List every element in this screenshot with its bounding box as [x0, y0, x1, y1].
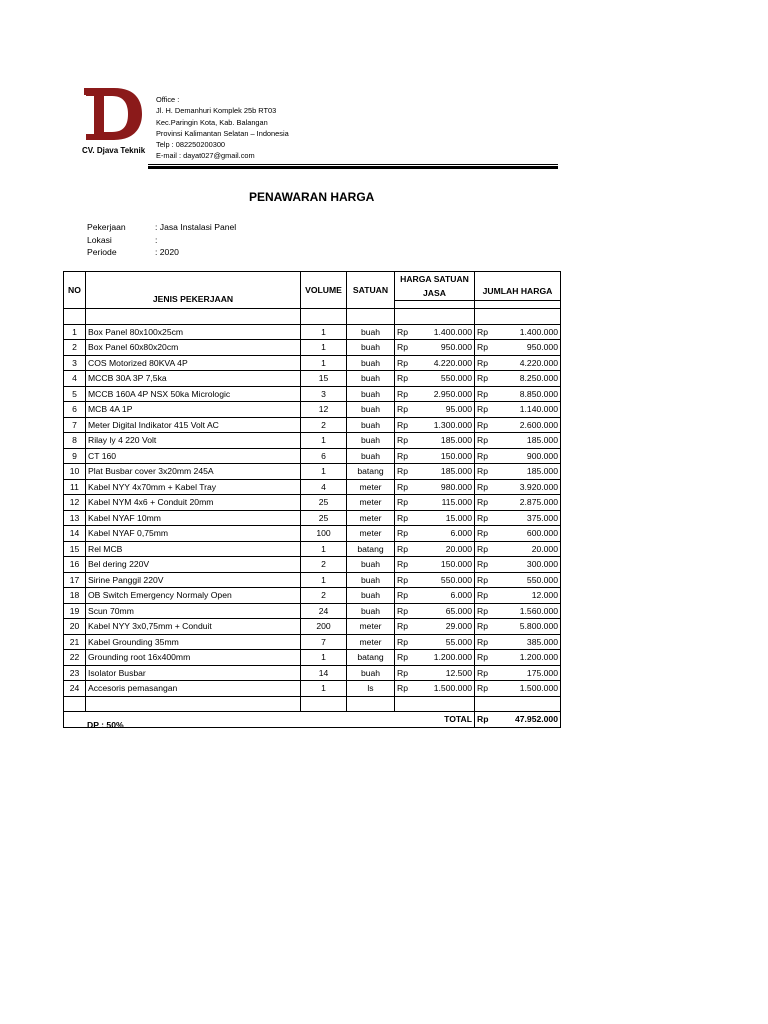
row-unit: buah: [347, 371, 395, 387]
row-volume: 25: [301, 495, 347, 511]
header-job: JENIS PEKERJAAN: [86, 272, 301, 309]
meta-value: :: [155, 234, 158, 245]
row-job: Accesoris pemasangan: [86, 681, 301, 697]
row-volume: 7: [301, 634, 347, 650]
spacer-cell: [64, 696, 86, 712]
row-total: 900.000: [496, 448, 561, 464]
row-total: 8.250.000: [496, 371, 561, 387]
row-volume: 4: [301, 479, 347, 495]
row-no: 2: [64, 340, 86, 356]
row-no: 24: [64, 681, 86, 697]
row-total: 20.000: [496, 541, 561, 557]
table-row: [64, 510, 561, 526]
row-job: MCB 4A 1P: [86, 402, 301, 418]
row-total: 175.000: [496, 665, 561, 681]
row-job: Rel MCB: [86, 541, 301, 557]
row-no: 4: [64, 371, 86, 387]
row-volume: 1: [301, 355, 347, 371]
spacer-cell: [301, 309, 347, 325]
row-total: 185.000: [496, 433, 561, 449]
row-price-currency: Rp: [395, 324, 417, 340]
row-unit: batang: [347, 464, 395, 480]
table-body: [64, 309, 561, 697]
row-total: 8.850.000: [496, 386, 561, 402]
row-total: 3.920.000: [496, 479, 561, 495]
row-volume: 6: [301, 448, 347, 464]
spacer-cell: [496, 696, 561, 712]
row-unit: buah: [347, 340, 395, 356]
row-price-currency: Rp: [395, 557, 417, 573]
row-no: 20: [64, 619, 86, 635]
row-total: 185.000: [496, 464, 561, 480]
row-job: Sirine Panggil 220V: [86, 572, 301, 588]
row-no: 23: [64, 665, 86, 681]
row-price: 185.000: [416, 433, 475, 449]
row-price-currency: Rp: [395, 448, 417, 464]
row-total: 550.000: [496, 572, 561, 588]
row-price-currency: Rp: [395, 526, 417, 542]
row-volume: 2: [301, 417, 347, 433]
table-row: [64, 417, 561, 433]
row-volume: 1: [301, 572, 347, 588]
row-price: 65.000: [416, 603, 475, 619]
row-price-currency: Rp: [395, 386, 417, 402]
row-price: 1.300.000: [416, 417, 475, 433]
row-total-currency: Rp: [475, 510, 497, 526]
row-total-currency: Rp: [475, 386, 497, 402]
row-unit: buah: [347, 572, 395, 588]
spacer-cell: [86, 696, 301, 712]
table-row: [64, 433, 561, 449]
spacer-row: [64, 309, 561, 325]
row-volume: 1: [301, 324, 347, 340]
row-price: 550.000: [416, 572, 475, 588]
row-job: Plat Busbar cover 3x20mm 245A: [86, 464, 301, 480]
table-row: [64, 619, 561, 635]
row-no: 10: [64, 464, 86, 480]
table-row: [64, 650, 561, 666]
table-row: [64, 324, 561, 340]
row-no: 6: [64, 402, 86, 418]
table-row: [64, 665, 561, 681]
meta-row-lokasi: [87, 234, 236, 247]
row-total-currency: Rp: [475, 448, 497, 464]
row-unit: meter: [347, 619, 395, 635]
row-volume: 2: [301, 557, 347, 573]
table-row: [64, 572, 561, 588]
row-total-currency: Rp: [475, 526, 497, 542]
row-price-currency: Rp: [395, 479, 417, 495]
row-volume: 24: [301, 603, 347, 619]
row-unit: meter: [347, 526, 395, 542]
header-rule-thick: [148, 166, 558, 169]
row-total: 385.000: [496, 634, 561, 650]
row-price: 550.000: [416, 371, 475, 387]
row-volume: 14: [301, 665, 347, 681]
row-total-currency: Rp: [475, 619, 497, 635]
row-job: OB Switch Emergency Normaly Open: [86, 588, 301, 604]
company-name: CV. Djava Teknik: [82, 146, 146, 155]
header-unit-price-line1: HARGA SATUAN: [400, 274, 469, 284]
row-unit: meter: [347, 510, 395, 526]
row-unit: buah: [347, 665, 395, 681]
row-unit: batang: [347, 541, 395, 557]
row-price-currency: Rp: [395, 340, 417, 356]
header-unit-price: [395, 272, 475, 301]
row-volume: 1: [301, 541, 347, 557]
row-price-currency: Rp: [395, 495, 417, 511]
row-unit: meter: [347, 479, 395, 495]
row-no: 7: [64, 417, 86, 433]
table-row: [64, 386, 561, 402]
row-no: 18: [64, 588, 86, 604]
row-unit: buah: [347, 603, 395, 619]
row-total: 1.200.000: [496, 650, 561, 666]
row-price-currency: Rp: [395, 541, 417, 557]
row-no: 1: [64, 324, 86, 340]
row-job: Kabel NYY 4x70mm + Kabel Tray: [86, 479, 301, 495]
document-title: PENAWARAN HARGA: [249, 190, 375, 204]
meta-row-pekerjaan: [87, 221, 236, 234]
office-line: Provinsi Kalimantan Selatan – Indonesia: [156, 128, 289, 138]
spacer-cell: [301, 696, 347, 712]
row-no: 11: [64, 479, 86, 495]
meta-row-periode: [87, 246, 236, 259]
row-no: 17: [64, 572, 86, 588]
table-row: [64, 479, 561, 495]
row-job: Kabel Grounding 35mm: [86, 634, 301, 650]
row-no: 19: [64, 603, 86, 619]
row-price: 150.000: [416, 557, 475, 573]
row-job: Rilay ly 4 220 Volt: [86, 433, 301, 449]
row-price: 55.000: [416, 634, 475, 650]
row-volume: 3: [301, 386, 347, 402]
row-job: COS Motorized 80KVA 4P: [86, 355, 301, 371]
spacer-cell: [475, 309, 497, 325]
header-total-price: JUMLAH HARGA: [475, 272, 561, 301]
row-price-currency: Rp: [395, 464, 417, 480]
row-volume: 1: [301, 433, 347, 449]
row-volume: 1: [301, 340, 347, 356]
row-price: 6.000: [416, 526, 475, 542]
row-price-currency: Rp: [395, 681, 417, 697]
row-price-currency: Rp: [395, 402, 417, 418]
down-payment-note: DP : 50%: [87, 720, 124, 730]
table-row: [64, 541, 561, 557]
row-job: Grounding root 16x400mm: [86, 650, 301, 666]
row-price: 20.000: [416, 541, 475, 557]
row-no: 21: [64, 634, 86, 650]
company-logo: [84, 84, 144, 142]
row-no: 13: [64, 510, 86, 526]
row-total-currency: Rp: [475, 665, 497, 681]
meta-value: : Jasa Instalasi Panel: [155, 222, 237, 232]
row-total: 1.560.000: [496, 603, 561, 619]
row-price-currency: Rp: [395, 417, 417, 433]
row-unit: ls: [347, 681, 395, 697]
row-price: 950.000: [416, 340, 475, 356]
row-job: Kabel NYY 3x0,75mm + Conduit: [86, 619, 301, 635]
row-total-currency: Rp: [475, 340, 497, 356]
office-line: E-mail : dayat027@gmail.com: [156, 151, 255, 161]
row-total: 12.000: [496, 588, 561, 604]
header-volume: VOLUME: [301, 272, 347, 309]
meta-label: Lokasi: [87, 234, 112, 245]
header-spacer: [475, 301, 561, 309]
office-line: Kec.Paringin Kota, Kab. Balangan: [156, 117, 268, 127]
header-no: NO: [64, 272, 86, 309]
row-job: Box Panel 80x100x25cm: [86, 324, 301, 340]
row-price: 6.000: [416, 588, 475, 604]
row-no: 15: [64, 541, 86, 557]
row-price-currency: Rp: [395, 433, 417, 449]
row-total-currency: Rp: [475, 572, 497, 588]
row-job: Bel dering 220V: [86, 557, 301, 573]
row-total-currency: Rp: [475, 433, 497, 449]
row-price-currency: Rp: [395, 510, 417, 526]
row-volume: 2: [301, 588, 347, 604]
row-no: 22: [64, 650, 86, 666]
meta-label: Pekerjaan: [87, 222, 126, 232]
row-total-currency: Rp: [475, 479, 497, 495]
header-spacer: [395, 301, 475, 309]
row-price-currency: Rp: [395, 619, 417, 635]
meta-label: Periode: [87, 247, 117, 257]
table-row: [64, 526, 561, 542]
spacer-cell: [395, 309, 417, 325]
row-job: MCCB 160A 4P NSX 50ka Micrologic: [86, 386, 301, 402]
row-price: 95.000: [416, 402, 475, 418]
spacer-cell: [475, 696, 497, 712]
row-job: Isolator Busbar: [86, 665, 301, 681]
table-row: [64, 402, 561, 418]
row-price-currency: Rp: [395, 650, 417, 666]
row-volume: 25: [301, 510, 347, 526]
row-no: 5: [64, 386, 86, 402]
office-line: Office :: [156, 95, 180, 104]
row-total: 1.400.000: [496, 324, 561, 340]
row-total-currency: Rp: [475, 355, 497, 371]
total-value: 47.952.000: [496, 712, 561, 728]
row-volume: 1: [301, 464, 347, 480]
row-price-currency: Rp: [395, 572, 417, 588]
row-volume: 100: [301, 526, 347, 542]
header-rule-thin: [148, 164, 558, 165]
row-total-currency: Rp: [475, 402, 497, 418]
table-row: [64, 355, 561, 371]
row-price: 115.000: [416, 495, 475, 511]
row-price: 4.220.000: [416, 355, 475, 371]
price-table: [63, 271, 561, 728]
row-total: 2.875.000: [496, 495, 561, 511]
row-job: Scun 70mm: [86, 603, 301, 619]
row-price-currency: Rp: [395, 665, 417, 681]
row-total: 950.000: [496, 340, 561, 356]
row-no: 3: [64, 355, 86, 371]
row-unit: buah: [347, 448, 395, 464]
spacer-cell: [416, 696, 475, 712]
row-price-currency: Rp: [395, 588, 417, 604]
row-price: 150.000: [416, 448, 475, 464]
row-unit: buah: [347, 557, 395, 573]
row-price-currency: Rp: [395, 355, 417, 371]
spacer-cell: [347, 309, 395, 325]
row-price: 2.950.000: [416, 386, 475, 402]
row-no: 16: [64, 557, 86, 573]
office-line: Jl. H. Demanhuri Komplek 25b RT03: [156, 106, 277, 116]
row-unit: buah: [347, 324, 395, 340]
row-price: 1.500.000: [416, 681, 475, 697]
row-total-currency: Rp: [475, 603, 497, 619]
row-volume: 1: [301, 650, 347, 666]
spacer-cell: [86, 309, 301, 325]
row-total-currency: Rp: [475, 557, 497, 573]
table-row: [64, 371, 561, 387]
office-address: [156, 94, 289, 162]
row-job: Kabel NYM 4x6 + Conduit 20mm: [86, 495, 301, 511]
row-total-currency: Rp: [475, 495, 497, 511]
row-job: Box Panel 60x80x20cm: [86, 340, 301, 356]
row-total-currency: Rp: [475, 650, 497, 666]
row-total: 5.800.000: [496, 619, 561, 635]
row-job: MCCB 30A 3P 7,5ka: [86, 371, 301, 387]
table-row: [64, 634, 561, 650]
header-unit-price-line2: JASA: [423, 288, 446, 298]
row-total: 1.500.000: [496, 681, 561, 697]
total-currency: Rp: [475, 712, 497, 728]
row-total: 1.140.000: [496, 402, 561, 418]
total-row: [64, 712, 561, 728]
spacer-cell: [496, 309, 561, 325]
row-price-currency: Rp: [395, 634, 417, 650]
row-volume: 12: [301, 402, 347, 418]
spacer-cell: [416, 309, 475, 325]
row-unit: buah: [347, 355, 395, 371]
document-meta: [87, 221, 236, 259]
row-total-currency: Rp: [475, 588, 497, 604]
table-row: [64, 681, 561, 697]
row-total-currency: Rp: [475, 371, 497, 387]
spacer-cell: [347, 696, 395, 712]
row-price: 12.500: [416, 665, 475, 681]
header-satuan: SATUAN: [347, 272, 395, 309]
row-no: 14: [64, 526, 86, 542]
row-unit: buah: [347, 588, 395, 604]
row-price: 1.200.000: [416, 650, 475, 666]
office-line: Telp : 082250200300: [156, 140, 226, 150]
row-total: 2.600.000: [496, 417, 561, 433]
row-price-currency: Rp: [395, 371, 417, 387]
row-volume: 1: [301, 681, 347, 697]
row-price: 29.000: [416, 619, 475, 635]
row-job: CT 160: [86, 448, 301, 464]
row-unit: buah: [347, 386, 395, 402]
row-price: 1.400.000: [416, 324, 475, 340]
row-job: Kabel NYAF 10mm: [86, 510, 301, 526]
row-job: Kabel NYAF 0,75mm: [86, 526, 301, 542]
row-unit: meter: [347, 495, 395, 511]
row-volume: 200: [301, 619, 347, 635]
row-unit: meter: [347, 634, 395, 650]
row-total-currency: Rp: [475, 634, 497, 650]
row-total-currency: Rp: [475, 681, 497, 697]
row-total: 375.000: [496, 510, 561, 526]
row-total: 300.000: [496, 557, 561, 573]
row-no: 9: [64, 448, 86, 464]
row-price: 15.000: [416, 510, 475, 526]
row-total: 600.000: [496, 526, 561, 542]
table-row: [64, 448, 561, 464]
row-no: 12: [64, 495, 86, 511]
meta-value: : 2020: [155, 247, 179, 257]
row-price: 185.000: [416, 464, 475, 480]
spacer-row: [64, 696, 561, 712]
table-row: [64, 495, 561, 511]
table-row: [64, 340, 561, 356]
row-total-currency: Rp: [475, 417, 497, 433]
spacer-cell: [395, 696, 417, 712]
row-volume: 15: [301, 371, 347, 387]
row-total-currency: Rp: [475, 541, 497, 557]
total-label: TOTAL: [64, 712, 475, 728]
table-row: [64, 603, 561, 619]
row-total-currency: Rp: [475, 324, 497, 340]
row-price-currency: Rp: [395, 603, 417, 619]
row-unit: buah: [347, 402, 395, 418]
table-row: [64, 464, 561, 480]
row-no: 8: [64, 433, 86, 449]
row-total: 4.220.000: [496, 355, 561, 371]
table-row: [64, 557, 561, 573]
row-unit: buah: [347, 433, 395, 449]
row-unit: buah: [347, 417, 395, 433]
row-unit: batang: [347, 650, 395, 666]
row-total-currency: Rp: [475, 464, 497, 480]
table-row: [64, 588, 561, 604]
row-job: Meter Digital Indikator 415 Volt AC: [86, 417, 301, 433]
spacer-cell: [64, 309, 86, 325]
row-price: 980.000: [416, 479, 475, 495]
